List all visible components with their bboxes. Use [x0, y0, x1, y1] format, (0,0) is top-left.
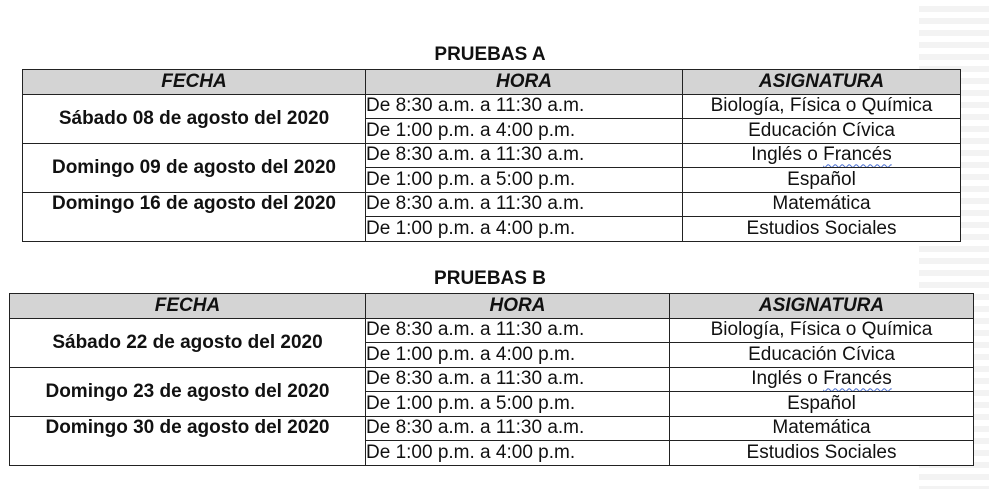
- asignatura-cell: Biología, Física o Química: [683, 94, 961, 119]
- table-row: [10, 367, 974, 392]
- asignatura-cell: Español: [670, 392, 974, 417]
- asignatura-cell: Educación Cívica: [670, 343, 974, 368]
- spellcheck-marked-word: Francés: [823, 144, 892, 166]
- hora-cell: De 8:30 a.m. a 11:30 a.m.: [366, 367, 670, 392]
- hora-cell: De 1:00 p.m. a 4:00 p.m.: [366, 441, 670, 466]
- header-asignatura: ASIGNATURA: [683, 70, 961, 95]
- asignatura-cell: [670, 367, 974, 392]
- hora-cell: De 1:00 p.m. a 4:00 p.m.: [366, 343, 670, 368]
- hora-cell: De 1:00 p.m. a 4:00 p.m.: [366, 119, 683, 144]
- hora-cell: De 8:30 a.m. a 11:30 a.m.: [366, 143, 683, 168]
- hora-cell: De 8:30 a.m. a 11:30 a.m.: [366, 416, 670, 441]
- table-row: [23, 192, 961, 217]
- fecha-cell: Domingo 23 de agosto del 2020: [10, 367, 366, 416]
- hora-cell: De 8:30 a.m. a 11:30 a.m.: [366, 192, 683, 217]
- hora-cell: De 1:00 p.m. a 5:00 p.m.: [366, 168, 683, 193]
- pruebas-b-table: [9, 293, 974, 466]
- asignatura-cell: Español: [683, 168, 961, 193]
- header-hora: HORA: [366, 70, 683, 95]
- asignatura-cell: Estudios Sociales: [670, 441, 974, 466]
- asignatura-cell: Biología, Física o Química: [670, 318, 974, 343]
- spellcheck-marked-word: Francés: [823, 368, 892, 390]
- hora-cell: De 1:00 p.m. a 5:00 p.m.: [366, 392, 670, 417]
- table-header-row: [10, 294, 974, 319]
- pruebas-b-title: PRUEBAS B: [434, 268, 546, 289]
- header-hora: HORA: [366, 294, 670, 319]
- asignatura-prefix: Inglés o: [751, 144, 824, 166]
- header-asignatura: ASIGNATURA: [670, 294, 974, 319]
- asignatura-cell: [683, 143, 961, 168]
- fecha-cell: Domingo 16 de agosto del 2020: [23, 192, 366, 241]
- fecha-cell: Sábado 22 de agosto del 2020: [10, 318, 366, 367]
- hora-cell: De 1:00 p.m. a 4:00 p.m.: [366, 217, 683, 242]
- asignatura-prefix: Inglés o: [751, 368, 824, 390]
- asignatura-cell: Matemática: [670, 416, 974, 441]
- hora-cell: De 8:30 a.m. a 11:30 a.m.: [366, 94, 683, 119]
- table-row: [23, 94, 961, 119]
- fecha-cell: Domingo 09 de agosto del 2020: [23, 143, 366, 192]
- asignatura-cell: Estudios Sociales: [683, 217, 961, 242]
- hora-cell: De 8:30 a.m. a 11:30 a.m.: [366, 318, 670, 343]
- table-header-row: [23, 70, 961, 95]
- fecha-cell: Sábado 08 de agosto del 2020: [23, 94, 366, 143]
- pruebas-a-table: [22, 69, 961, 242]
- asignatura-cell: Educación Cívica: [683, 119, 961, 144]
- table-row: [23, 143, 961, 168]
- pruebas-a-title: PRUEBAS A: [434, 44, 546, 65]
- table-row: [10, 416, 974, 441]
- header-fecha: FECHA: [23, 70, 366, 95]
- table-row: [10, 318, 974, 343]
- fecha-cell: Domingo 30 de agosto del 2020: [10, 416, 366, 465]
- header-fecha: FECHA: [10, 294, 366, 319]
- asignatura-cell: Matemática: [683, 192, 961, 217]
